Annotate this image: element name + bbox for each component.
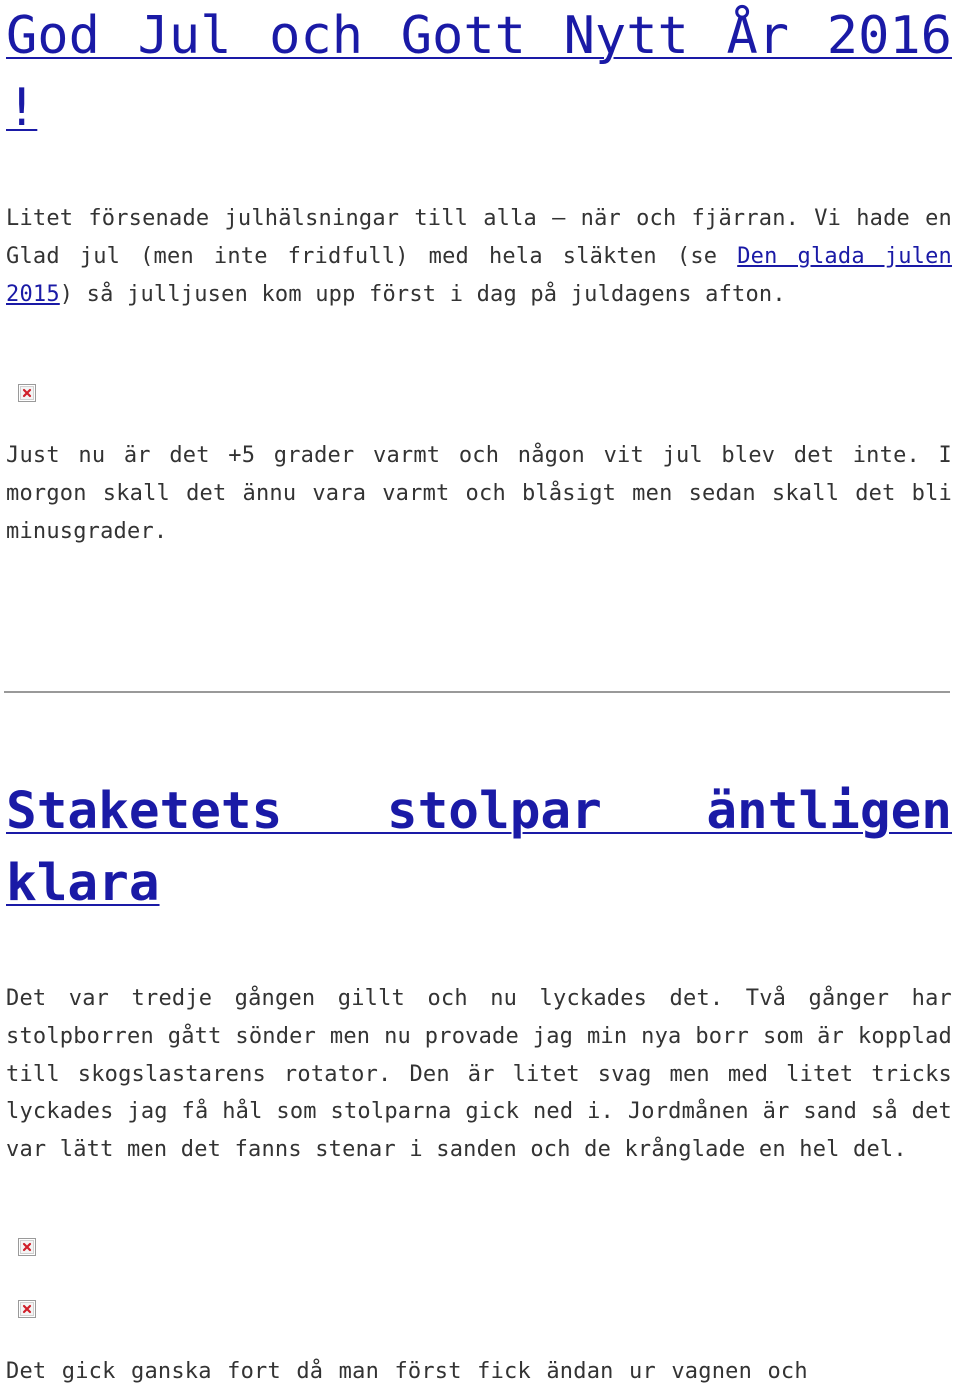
post-title-link[interactable]: God Jul och Gott Nytt År 2016 ! bbox=[6, 6, 952, 138]
den-glada-julen-link[interactable]: Den glada julen 2015 bbox=[6, 243, 952, 307]
paragraph-text: ) så julljusen kom upp först i dag på juldagens afton. bbox=[59, 281, 786, 307]
broken-image-icon bbox=[18, 1300, 38, 1320]
post-title-link[interactable] bbox=[6, 776, 952, 920]
paragraph-text: Litet försenade julhälsningar till alla – när och fjärran. Vi hade en Glad jul (men inte fridfull) med hela släkten (se bbox=[6, 206, 952, 269]
broken-image-icon bbox=[18, 1238, 38, 1258]
post-paragraph: Det var tredje gången gillt och nu lyckades det. Två gånger har stolpborren gått sönder men nu provade jag min nya borr som är kopplad till skogslastarens rotator. Den är litet svag men med litet tricks lyckades jag få hål som stolparna gick ned i. Jordmånen är sand så det var lätt men det fanns stenar i sanden och de krånglade en hel del. bbox=[6, 986, 952, 1163]
post-title-god-jul bbox=[6, 0, 952, 144]
post-paragraph: Just nu är det +5 grader varmt och någon vit jul blev det inte. I morgon skall det ännu vara varmt och blåsigt men sedan skall det bli minusgrader. bbox=[6, 443, 952, 544]
broken-image-icon bbox=[18, 384, 38, 404]
title-line: Staketets stolpar äntligen bbox=[6, 782, 952, 841]
post-paragraph: Det gick ganska fort då man först fick ändan ur vagnen och bbox=[6, 1359, 808, 1384]
post-separator bbox=[4, 691, 950, 693]
post-paragraph bbox=[6, 200, 952, 313]
post-title-staketets-stolpar bbox=[6, 776, 952, 920]
title-line: klara bbox=[6, 854, 160, 913]
